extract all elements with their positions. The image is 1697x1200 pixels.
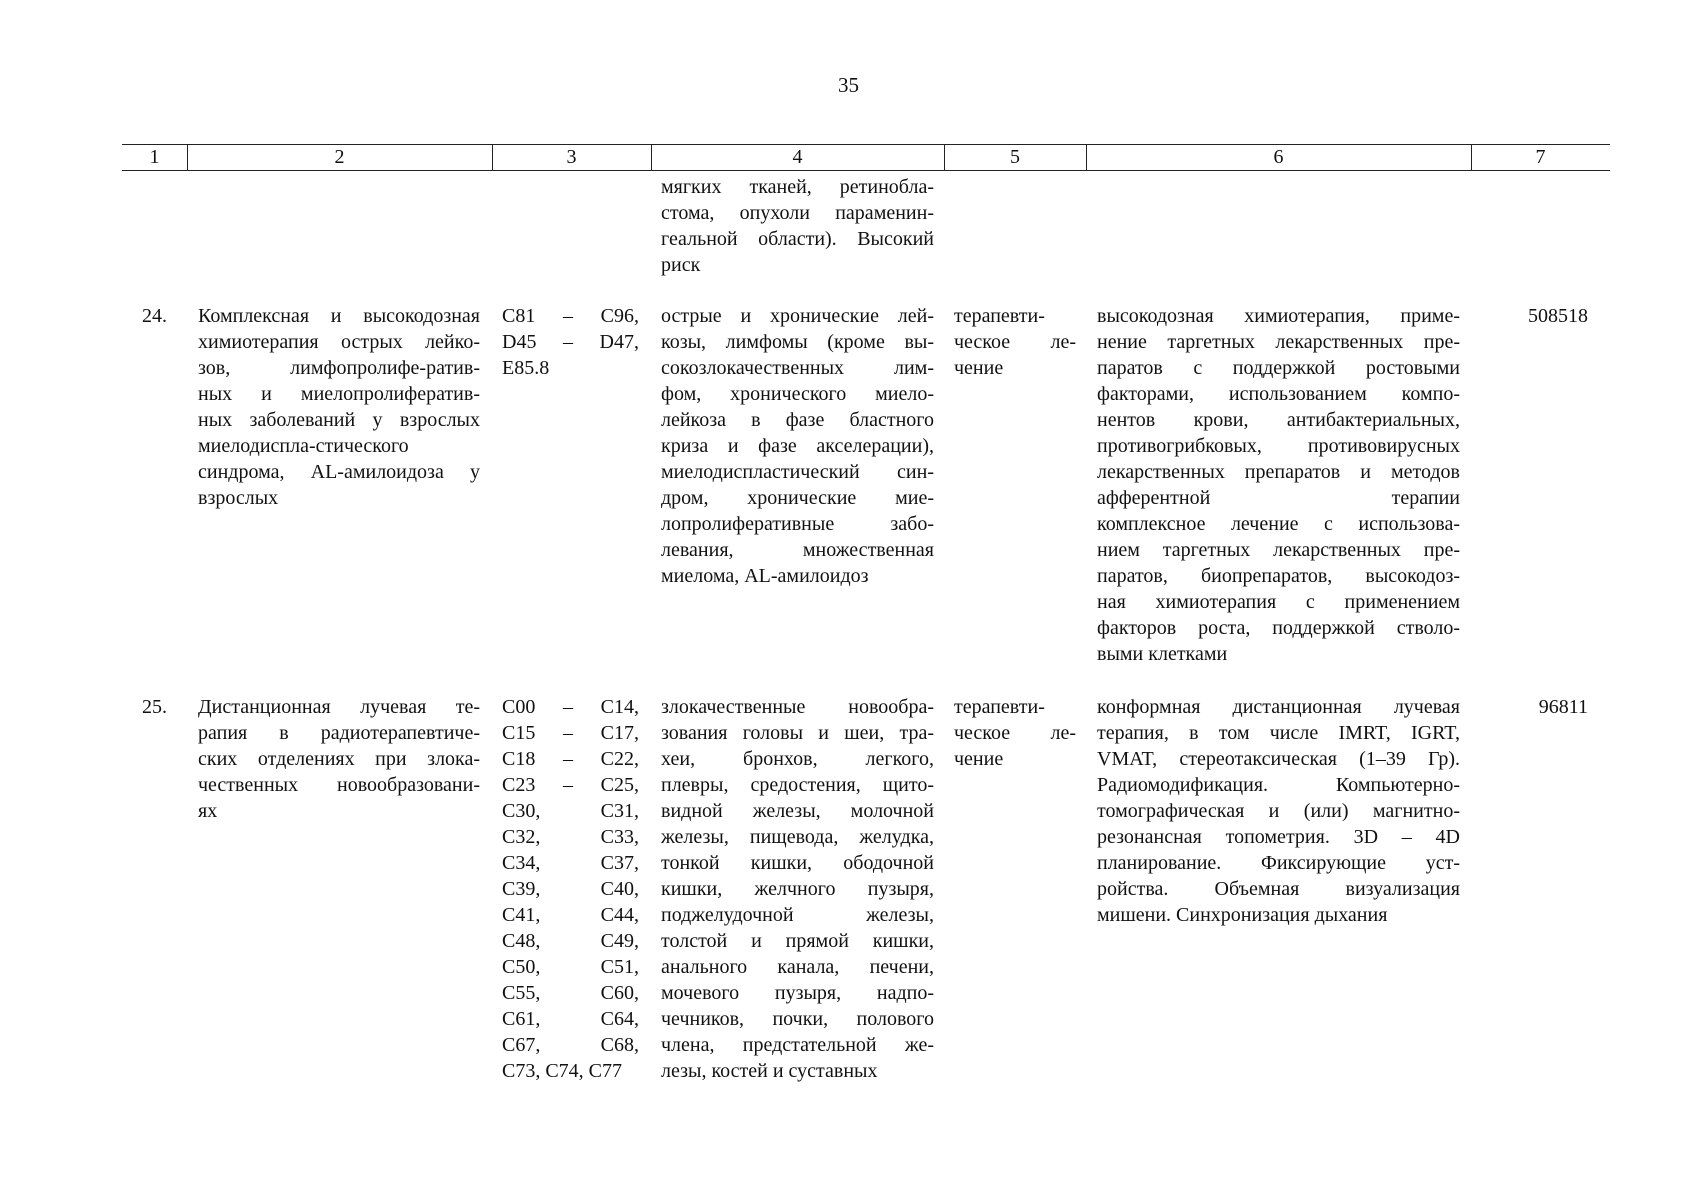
icd-code-line [502,928,639,954]
icd-code-line [502,980,639,1006]
text-line: противогрибковых, противовирусных [1097,435,1460,457]
icd-code-line [502,746,639,772]
row-24-number: 24. [142,305,167,327]
text-line: злокачественные новообра- [661,696,934,718]
icd-code: C23 [502,774,536,796]
text-line: видной железы, молочной [661,800,934,822]
text-line: толстой и прямой кишки, [661,930,934,952]
icd-code: – [563,748,573,770]
text-line: афферентной терапии [1097,487,1460,509]
icd-code: C14, [600,696,639,718]
text-line: лезы, костей и суставных [661,1060,878,1082]
icd-code: C73, C74, C77 [502,1060,623,1082]
icd-code: C51, [600,956,639,978]
icd-code-line [502,694,639,720]
text-line: ройства. Объемная визуализация [1097,878,1460,900]
text-line: Радиомодификация. Компьютерно- [1097,774,1460,796]
text-line: поджелудочной железы, [661,904,934,926]
icd-code: C48, [502,930,541,952]
column-header-6: 6 [1273,146,1284,168]
text-line: члена, предстательной же- [661,1034,934,1056]
text-line: ческое ле- [954,722,1076,744]
column-header-3: 3 [566,146,577,168]
icd-code-line [502,954,639,980]
icd-code: – [563,722,573,744]
column-header-2: 2 [334,146,345,168]
icd-code: C81 [502,305,536,327]
row-25-service-name [198,694,480,824]
icd-code: C39, [502,878,541,900]
text-line: левания, множественная [661,539,934,561]
text-line: лопролиферативные забо- [661,513,934,535]
text-line: железы, пищевода, желудка, [661,826,934,848]
icd-code: C34, [502,852,541,874]
row-25-icd-codes [502,694,639,1084]
text-line: Дистанционная лучевая те- [198,696,480,718]
row-24-treatment-type [954,303,1076,381]
icd-code: C15 [502,722,536,744]
icd-code: C18 [502,748,536,770]
text-line: зования головы и шеи, тра- [661,722,934,744]
icd-code-line [502,1006,639,1032]
text-line: плевры, средостения, щито- [661,774,934,796]
icd-code-line [502,355,639,381]
icd-code: C60, [600,982,639,1004]
icd-code: C67, [502,1034,541,1056]
icd-code: – [563,331,573,353]
row-25-treatment-method [1097,694,1460,928]
icd-code: C40, [600,878,639,900]
icd-code: E85.8 [502,357,550,379]
text-line: геальной области). Высокий [661,228,934,250]
text-line: нием таргетных лекарственных пре- [1097,539,1460,561]
row-24-treatment-method [1097,303,1460,667]
icd-code: C25, [600,774,639,796]
text-line: ческое ле- [954,331,1076,353]
text-line: стома, опухоли параменин- [661,202,934,224]
text-line: конформная дистанционная лучевая [1097,696,1460,718]
icd-code-line [502,303,639,329]
icd-code: C49, [600,930,639,952]
icd-code: – [563,305,573,327]
text-line: ских отделениях при злока- [198,748,480,770]
text-line: паратов с поддержкой ростовыми [1097,357,1460,379]
text-line: зов, лимфопролифе-ратив- [198,357,480,379]
text-line: высокодозная химиотерапия, приме- [1097,305,1460,327]
icd-code-line [502,329,639,355]
icd-code: C32, [502,826,541,848]
text-line: чение [954,357,1004,379]
text-line: анального канала, печени, [661,956,934,978]
text-line: мочевого пузыря, надпо- [661,982,934,1004]
text-line: нентов крови, антибактериальных, [1097,409,1460,431]
text-line: чение [954,748,1004,770]
row-24-patient-model [661,303,934,589]
text-line: терапевти- [954,305,1045,327]
icd-code: C64, [600,1008,639,1030]
text-line: мишени. Синхронизация дыхания [1097,904,1388,926]
column-header-4: 4 [792,146,803,168]
text-line: ных и миелопролифератив- [198,383,480,405]
text-line: терапия, в том числе IMRT, IGRT, [1097,722,1460,744]
text-line: острые и хронические лей- [661,305,934,327]
icd-code: C50, [502,956,541,978]
text-line: планирование. Фиксирующие уст- [1097,852,1460,874]
continuation-col4 [661,174,934,278]
text-line: ях [198,800,218,822]
text-line: лейкоза в фазе бластного [661,409,934,431]
row-25-patient-model [661,694,934,1084]
icd-code: C33, [600,826,639,848]
icd-code: C30, [502,800,541,822]
icd-code: C44, [600,904,639,926]
icd-code: C61, [502,1008,541,1030]
text-line: дром, хронические мие- [661,487,934,509]
text-line: сокозлокачественных лим- [661,357,934,379]
icd-code: C00 [502,696,536,718]
text-line: Комплексная и высокодозная [198,305,480,327]
text-line: фом, хронического миело- [661,383,934,405]
text-line: ная химиотерапия с применением [1097,591,1460,613]
row-25-cost: 96811 [1538,696,1588,718]
icd-code: C96, [600,305,639,327]
text-line: комплексное лечение с использова- [1097,513,1460,535]
row-24-service-name [198,303,480,511]
icd-code-line [502,876,639,902]
text-line: томографическая и (или) магнитно- [1097,800,1460,822]
text-line: козы, лимфомы (кроме вы- [661,331,934,353]
icd-code: C55, [502,982,541,1004]
text-line: факторов роста, поддержкой стволо- [1097,617,1460,639]
row-25-number: 25. [142,696,167,718]
column-header-7: 7 [1535,146,1546,168]
text-line: миелодиспластический син- [661,461,934,483]
text-line: миелодиспла-стического [198,435,409,457]
text-line: химиотерапия острых лейко- [198,331,480,353]
icd-code: C37, [600,852,639,874]
text-line: нение таргетных лекарственных пре- [1097,331,1460,353]
text-line: тонкой кишки, ободочной [661,852,934,874]
icd-code: – [563,696,573,718]
icd-code-line [502,902,639,928]
column-header-5: 5 [1010,146,1020,168]
icd-code: D47, [599,331,639,353]
icd-code: C22, [600,748,639,770]
icd-code: C68, [600,1034,639,1056]
text-line: рапия в радиотерапевтиче- [198,722,480,744]
icd-code-line [502,798,639,824]
row-24-cost: 508518 [1528,305,1588,327]
text-line: взрослых [198,487,279,509]
column-header-1: 1 [149,146,160,168]
text-line: терапевти- [954,696,1045,718]
icd-code: C17, [600,722,639,744]
text-line: криза и фазе акселерации), [661,435,934,457]
table-header-bottom-rule [122,170,1610,171]
text-line: выми клетками [1097,643,1228,665]
icd-code: C31, [600,800,639,822]
text-line: лекарственных препаратов и методов [1097,461,1460,483]
row-24-icd-codes [502,303,639,381]
icd-code: D45 [502,331,537,353]
text-line: хеи, бронхов, легкого, [661,748,934,770]
text-line: синдрома, AL-амилоидоза у [198,461,480,483]
icd-code-line [502,772,639,798]
text-line: миелома, AL-амилоидоз [661,565,869,587]
icd-code-line [502,850,639,876]
text-line: ных заболеваний у взрослых [198,409,480,431]
icd-code: C41, [502,904,541,926]
text-line: мягких тканей, ретинобла- [661,176,934,198]
text-line: резонансная топометрия. 3D – 4D [1097,826,1460,848]
text-line: паратов, биопрепаратов, высокодоз- [1097,565,1460,587]
text-line: чественных новообразовани- [198,774,480,796]
icd-code-line [502,1058,639,1084]
icd-code-line [502,824,639,850]
text-line: факторами, использованием компо- [1097,383,1460,405]
icd-code-line [502,720,639,746]
row-25-treatment-type [954,694,1076,772]
text-line: VMAT, стереотаксическая (1–39 Гр). [1097,748,1460,770]
icd-code-line [502,1032,639,1058]
page-number: 35 [838,73,859,97]
text-line: чечников, почки, полового [661,1008,934,1030]
text-line: кишки, желчного пузыря, [661,878,934,900]
icd-code: – [563,774,573,796]
text-line: риск [661,254,701,276]
